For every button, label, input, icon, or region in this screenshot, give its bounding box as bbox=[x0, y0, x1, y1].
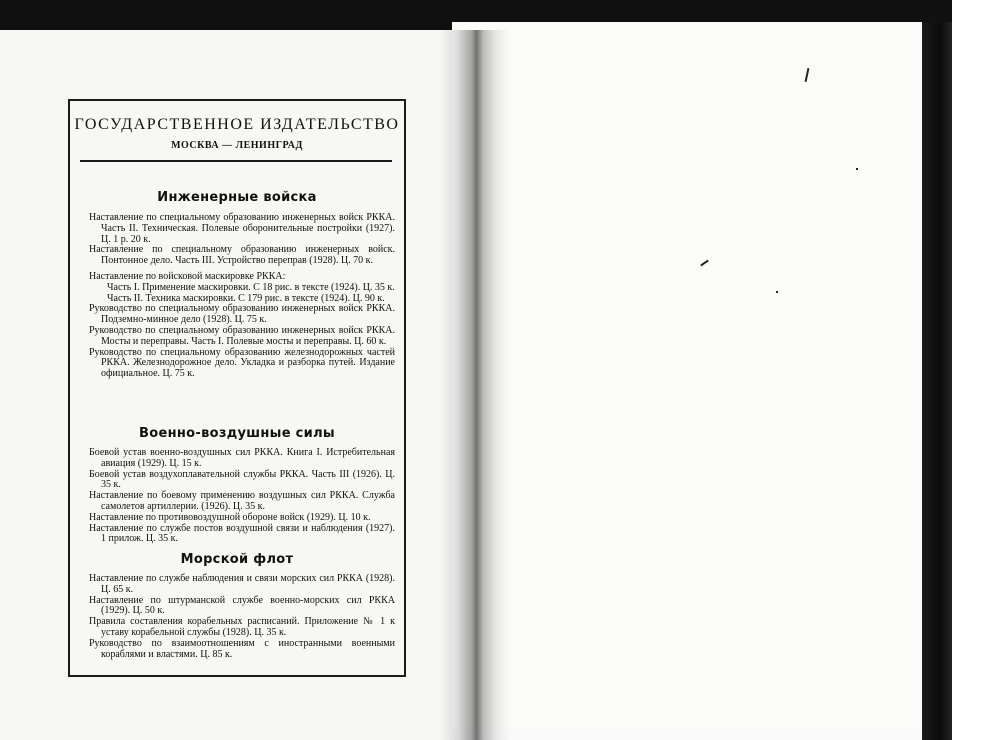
header-rule bbox=[80, 160, 392, 162]
section-title-air-force: Военно-воздушные силы bbox=[139, 426, 335, 441]
list-item: Наставление по штурманской службе военно-морских сил РККА (1929). Ц. 50 к. bbox=[89, 594, 395, 617]
list-item: Наставление по войсковой маскировке РККА: bbox=[89, 270, 286, 282]
section-title-navy: Морской флот bbox=[180, 552, 294, 567]
section-navy-list bbox=[89, 574, 395, 660]
book-gutter bbox=[440, 30, 510, 740]
list-item: Наставление по боевому применению воздушных сил РККА. Служба самолетов артиллерии. (1926). Ц. 35 к. bbox=[89, 490, 395, 512]
list-item: Боевой устав воздухоплавательной службы РККА. Часть III (1926). Ц. 35 к. bbox=[89, 468, 395, 491]
list-item: Наставление по специальному образованию инженерных войск. Понтонное дело. Часть III. Устройство переправ (1928). Ц. 70 к. bbox=[89, 244, 395, 267]
list-item: Наставление по службе постов воздушной связи и наблюдения (1927). 1 прилож. Ц. 35 к. bbox=[89, 522, 395, 545]
section-air-force-list bbox=[89, 448, 395, 545]
list-item: Руководство по специальному образованию железнодорожных частей РККА. Железнодорожное дело. Укладка и разборка путей. Издание официальное. Ц. 75 к. bbox=[89, 346, 395, 380]
list-item: Наставление по противовоздушной обороне войск (1929). Ц. 10 к. bbox=[89, 511, 371, 523]
publisher-city: МОСКВА — ЛЕНИНГРАД bbox=[171, 140, 303, 151]
list-item: Руководство по специальному образованию инженерных войск РККА. Мосты и переправы. Часть I. Полевые мосты и переправы. Ц. 60 к. bbox=[89, 324, 395, 347]
list-item: Часть I. Применение маскировки. С 18 рис. в тексте (1924). Ц. 35 к. bbox=[107, 281, 395, 293]
dust-speck bbox=[856, 168, 858, 170]
right-page-blank bbox=[452, 22, 930, 730]
publisher-heading: ГОСУДАРСТВЕННОЕ ИЗДАТЕЛЬСТВО bbox=[74, 116, 400, 133]
list-item: Руководство по специальному образованию инженерных войск РККА. Подземно-минное дело (1928). Ц. 75 к. bbox=[89, 303, 395, 326]
list-item: Боевой устав военно-воздушных сил РККА. Книга I. Истребительная авиация (1929). Ц. 15 к. bbox=[89, 447, 395, 469]
scan-margin-right bbox=[952, 0, 1000, 740]
list-item: Наставление по службе наблюдения и связи морских сил РККА (1928). Ц. 65 к. bbox=[89, 573, 395, 595]
list-item: Часть II. Техника маскировки. С 179 рис. в тексте (1924). Ц. 90 к. bbox=[107, 292, 385, 304]
list-item: Руководство по взаимоотношениям с иностранными военными кораблями и властями. Ц. 85 к. bbox=[89, 637, 395, 660]
list-item: Наставление по специальному образованию инженерных войск РККА. Часть II. Техническая. Полевые оборонительные постройки (1927). Ц. 1 р. 20 к. bbox=[89, 212, 395, 245]
book-cover-edge bbox=[922, 22, 952, 740]
section-title-engineering: Инженерные войска bbox=[157, 190, 317, 205]
list-item: Правила составления корабельных расписаний. Приложение № 1 к уставу корабельной службы (1928). Ц. 35 к. bbox=[89, 616, 395, 638]
dust-speck bbox=[776, 291, 778, 293]
section-engineering-list bbox=[89, 213, 395, 380]
